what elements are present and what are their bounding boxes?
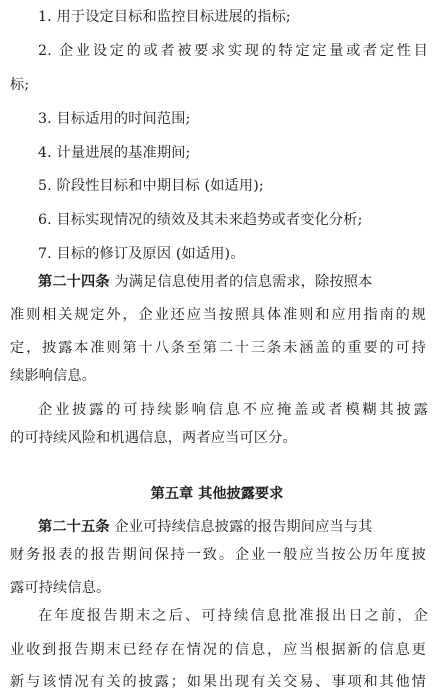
paragraph-non-obscure-line-2: 的可持续风险和机遇信息，两者应当可区分。 <box>10 430 297 446</box>
list-item-6: 6. 目标实现情况的绩效及其未来趋势或者变化分析; <box>38 212 363 228</box>
article-25-title: 第二十五条 <box>38 519 110 535</box>
chapter-5-heading: 第五章 其他披露要求 <box>150 486 284 502</box>
list-item-2-continued: 标; <box>10 77 30 93</box>
article-24-first-line <box>38 272 428 292</box>
list-item-2: 2. 企业设定的或者被要求实现的特定定量或者定性目 <box>38 43 428 59</box>
article-24-line-1: 为满足信息使用者的信息需求，除按照本 <box>109 274 373 290</box>
article-25-line-2: 财务报表的报告期间保持一致。企业一般应当按公历年度披 <box>10 547 426 563</box>
article-25-first-line <box>38 517 428 537</box>
paragraph-non-obscure-line-1: 企业披露的可持续影响信息不应掩盖或者模糊其披露 <box>38 402 428 418</box>
paragraph-after-period-line-1: 在年度报告期末之后、可持续信息批准报出日之前，企 <box>38 608 428 624</box>
list-item-4: 4. 计量进展的基准期间; <box>38 145 191 161</box>
article-24-line-2: 准则相关规定外，企业还应当按照具体准则和应用指南的规 <box>10 307 426 323</box>
paragraph-after-period-line-3: 新与该情况有关的披露；如果出现有关交易、事项和其他情 <box>10 674 426 690</box>
article-24-line-4: 续影响信息。 <box>10 368 97 384</box>
article-25-line-1: 企业可持续信息披露的报告期间应当与其 <box>109 519 373 535</box>
list-item-3: 3. 目标适用的时间范围; <box>38 111 191 127</box>
article-24-line-3: 定，披露本准则第十八条至第二十三条未涵盖的重要的可持 <box>10 340 426 356</box>
list-item-5: 5. 阶段性目标和中期目标 (如适用); <box>38 178 264 194</box>
paragraph-after-period-line-2: 业收到报告期末已经存在情况的信息，应当根据新的信息更 <box>10 642 426 658</box>
list-item-1: 1. 用于设定目标和监控目标进展的指标; <box>38 9 291 25</box>
article-24-title: 第二十四条 <box>38 274 110 290</box>
list-item-7: 7. 目标的修订及原因 (如适用)。 <box>38 246 245 262</box>
article-25-line-3: 露可持续信息。 <box>10 580 111 596</box>
